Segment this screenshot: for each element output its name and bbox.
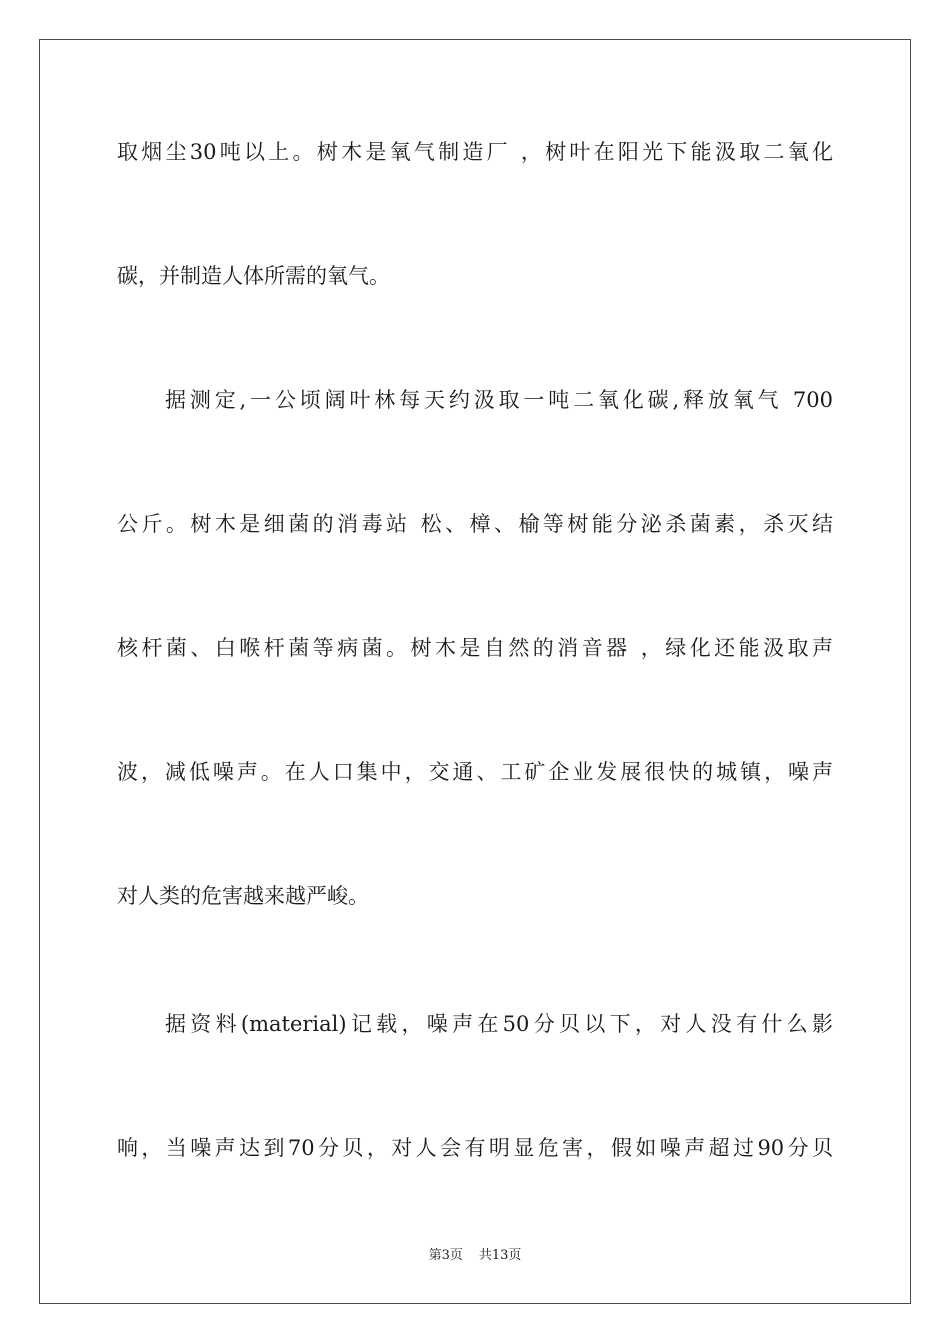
- body-line-5: 核杆菌、白喉杆菌等病菌。树木是自然的消音器 ，绿化还能汲取声: [117, 636, 833, 660]
- page-frame: [39, 39, 911, 1304]
- page-footer: [0, 1247, 950, 1265]
- body-line-1: 取烟尘30吨以上。树木是氧气制造厂 ，树叶在阳光下能汲取二氧化: [117, 140, 833, 164]
- body-line-4: 公斤。树木是细菌的消毒站 松、樟、榆等树能分泌杀菌素，杀灭结: [117, 512, 833, 536]
- page-number: 第3页: [428, 1248, 463, 1263]
- body-line-8: 据资料(material)记载，噪声在50分贝以下，对人没有什么影: [165, 1012, 833, 1036]
- page-total: 共13页: [478, 1248, 522, 1263]
- body-line-7: 对人类的危害越来越严峻。: [117, 884, 369, 908]
- body-line-9: 响，当噪声达到70分贝，对人会有明显危害，假如噪声超过90分贝: [117, 1136, 833, 1160]
- body-line-3: 据测定,一公顷阔叶林每天约汲取一吨二氧化碳,释放氧气 700: [165, 388, 833, 412]
- body-line-2: 碳，并制造人体所需的氧气。: [117, 264, 390, 288]
- body-line-6: 波，减低噪声。在人口集中，交通、工矿企业发展很快的城镇，噪声: [117, 760, 833, 784]
